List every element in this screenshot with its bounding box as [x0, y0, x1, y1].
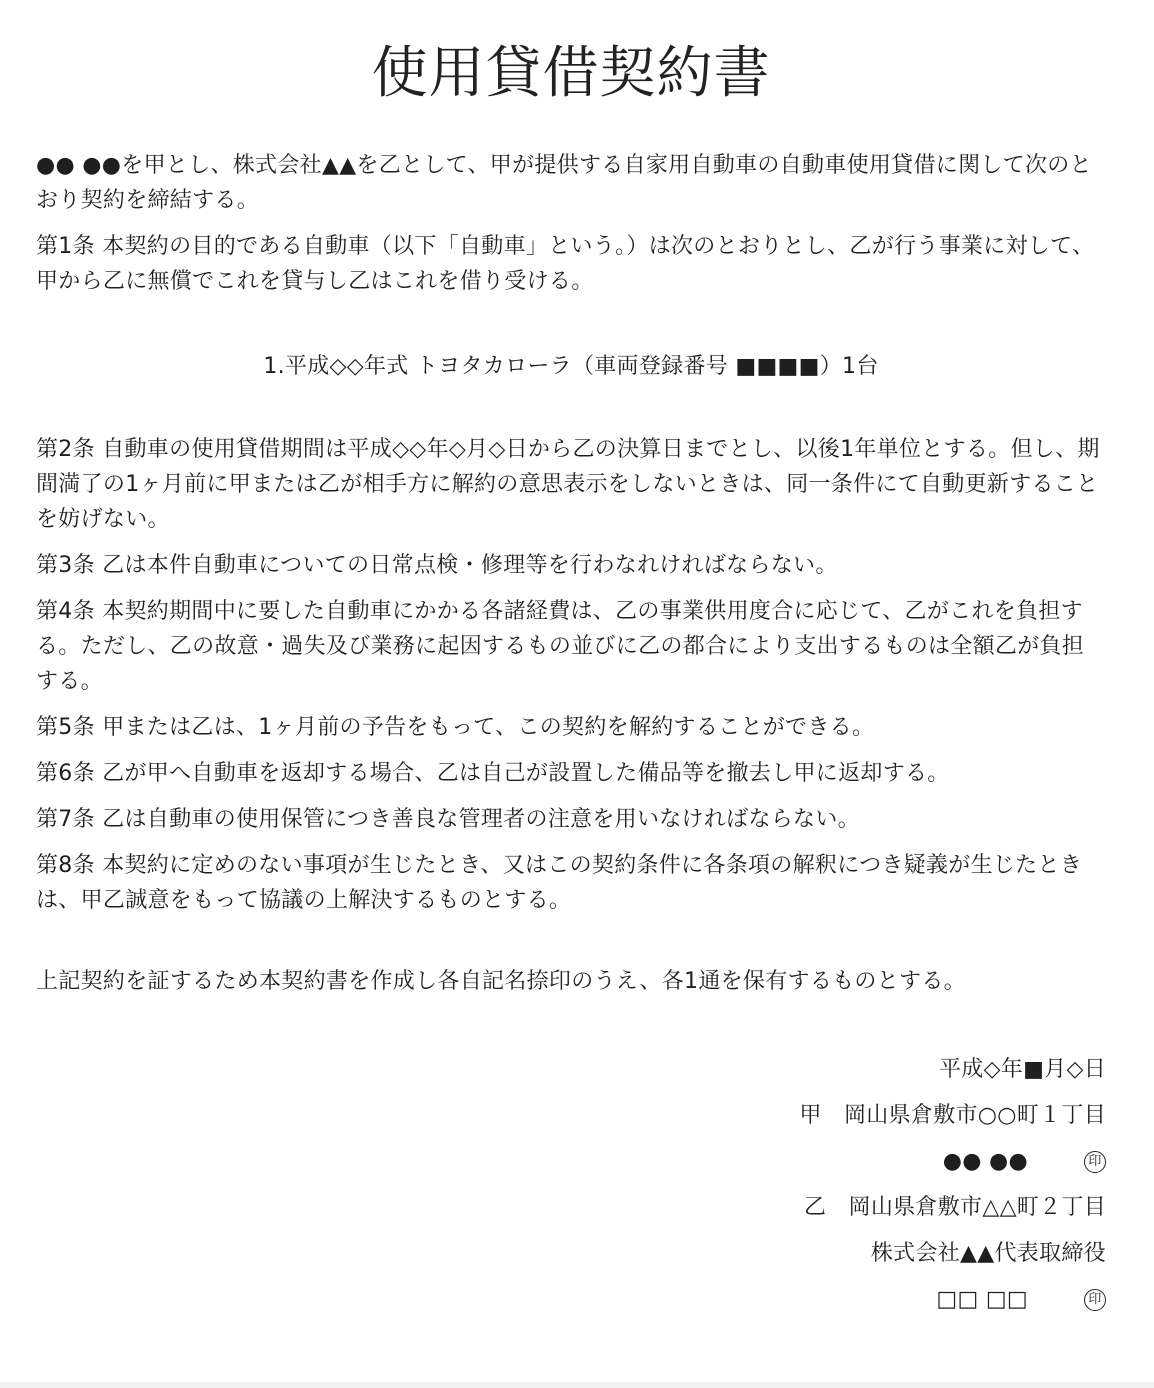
article-1: 第1条 本契約の目的である自動車（以下「自動車」という。）は次のとおりとし、乙が行う事業に対して、甲から乙に無償でこれを貸与し乙はこれを借り受ける。	[36, 234, 1095, 294]
party-b-company: 株式会社▲▲代表取締役	[870, 1241, 1106, 1266]
article-5: 第5条 甲または乙は、1ヶ月前の予告をもって、この契約を解約することができる。	[36, 715, 875, 740]
contract-date: 平成◇年■月◇日	[938, 1057, 1106, 1082]
document-title: 使用貸借契約書	[371, 41, 771, 106]
party-a-name: ●● ●●	[942, 1149, 1028, 1174]
seal-icon: 印	[1084, 1151, 1106, 1173]
article-4: 第4条 本契約期間中に要した自動車にかかる各諸経費は、乙の事業供用度合に応じて、乙がこれを負担する。ただし、乙の故意・過失及び業務に起因するもの並びに乙の都合により支出するものは全額乙が負担する。	[36, 599, 1085, 694]
seal-icon: 印	[1084, 1289, 1106, 1311]
party-b-signature	[36, 1277, 1106, 1323]
contract-document	[36, 0, 1106, 1323]
article-7: 第7条 乙は自動車の使用保管につき善良な管理者の注意を用いなければならない。	[36, 807, 860, 832]
party-a-signature	[36, 1139, 1106, 1185]
article-8: 第8条 本契約に定めのない事項が生じたとき、又はこの契約条件に各条項の解釈につき疑義が生じたときは、甲乙誠意をもって協議の上解決するものとする。	[36, 853, 1083, 913]
party-b-address: 乙 岡山県倉敷市△△町２丁目	[803, 1195, 1106, 1220]
party-b-name: □□ □□	[936, 1287, 1028, 1312]
vehicle-line: 1.平成◇◇年式 トヨタカローラ（車両登録番号 ■■■■）1台	[263, 354, 879, 379]
article-3: 第3条 乙は本件自動車についての日常点検・修理等を行わなれければならない。	[36, 553, 838, 578]
signature-block	[36, 1047, 1106, 1323]
article-2: 第2条 自動車の使用貸借期間は平成◇◇年◇月◇日から乙の決算日までとし、以後1年単位とする。但し、期間満了の1ヶ月前に甲または乙が相手方に解約の意思表示をしないときは、同一条件にて自動更新することを妨げない。	[36, 437, 1100, 532]
page-bottom-edge	[0, 1382, 1154, 1388]
article-6: 第6条 乙が甲へ自動車を返却する場合、乙は自己が設置した備品等を撤去し甲に返却する。	[36, 761, 950, 786]
party-a-address: 甲 岡山県倉敷市○○町１丁目	[799, 1103, 1106, 1128]
intro-paragraph: ●● ●●を甲とし、株式会社▲▲を乙として、甲が提供する自家用自動車の自動車使用貸借に関して次のとおり契約を締結する。	[36, 153, 1092, 213]
closing-statement: 上記契約を証するため本契約書を作成し各自記名捺印のうえ、各1通を保有するものとする。	[36, 969, 966, 994]
